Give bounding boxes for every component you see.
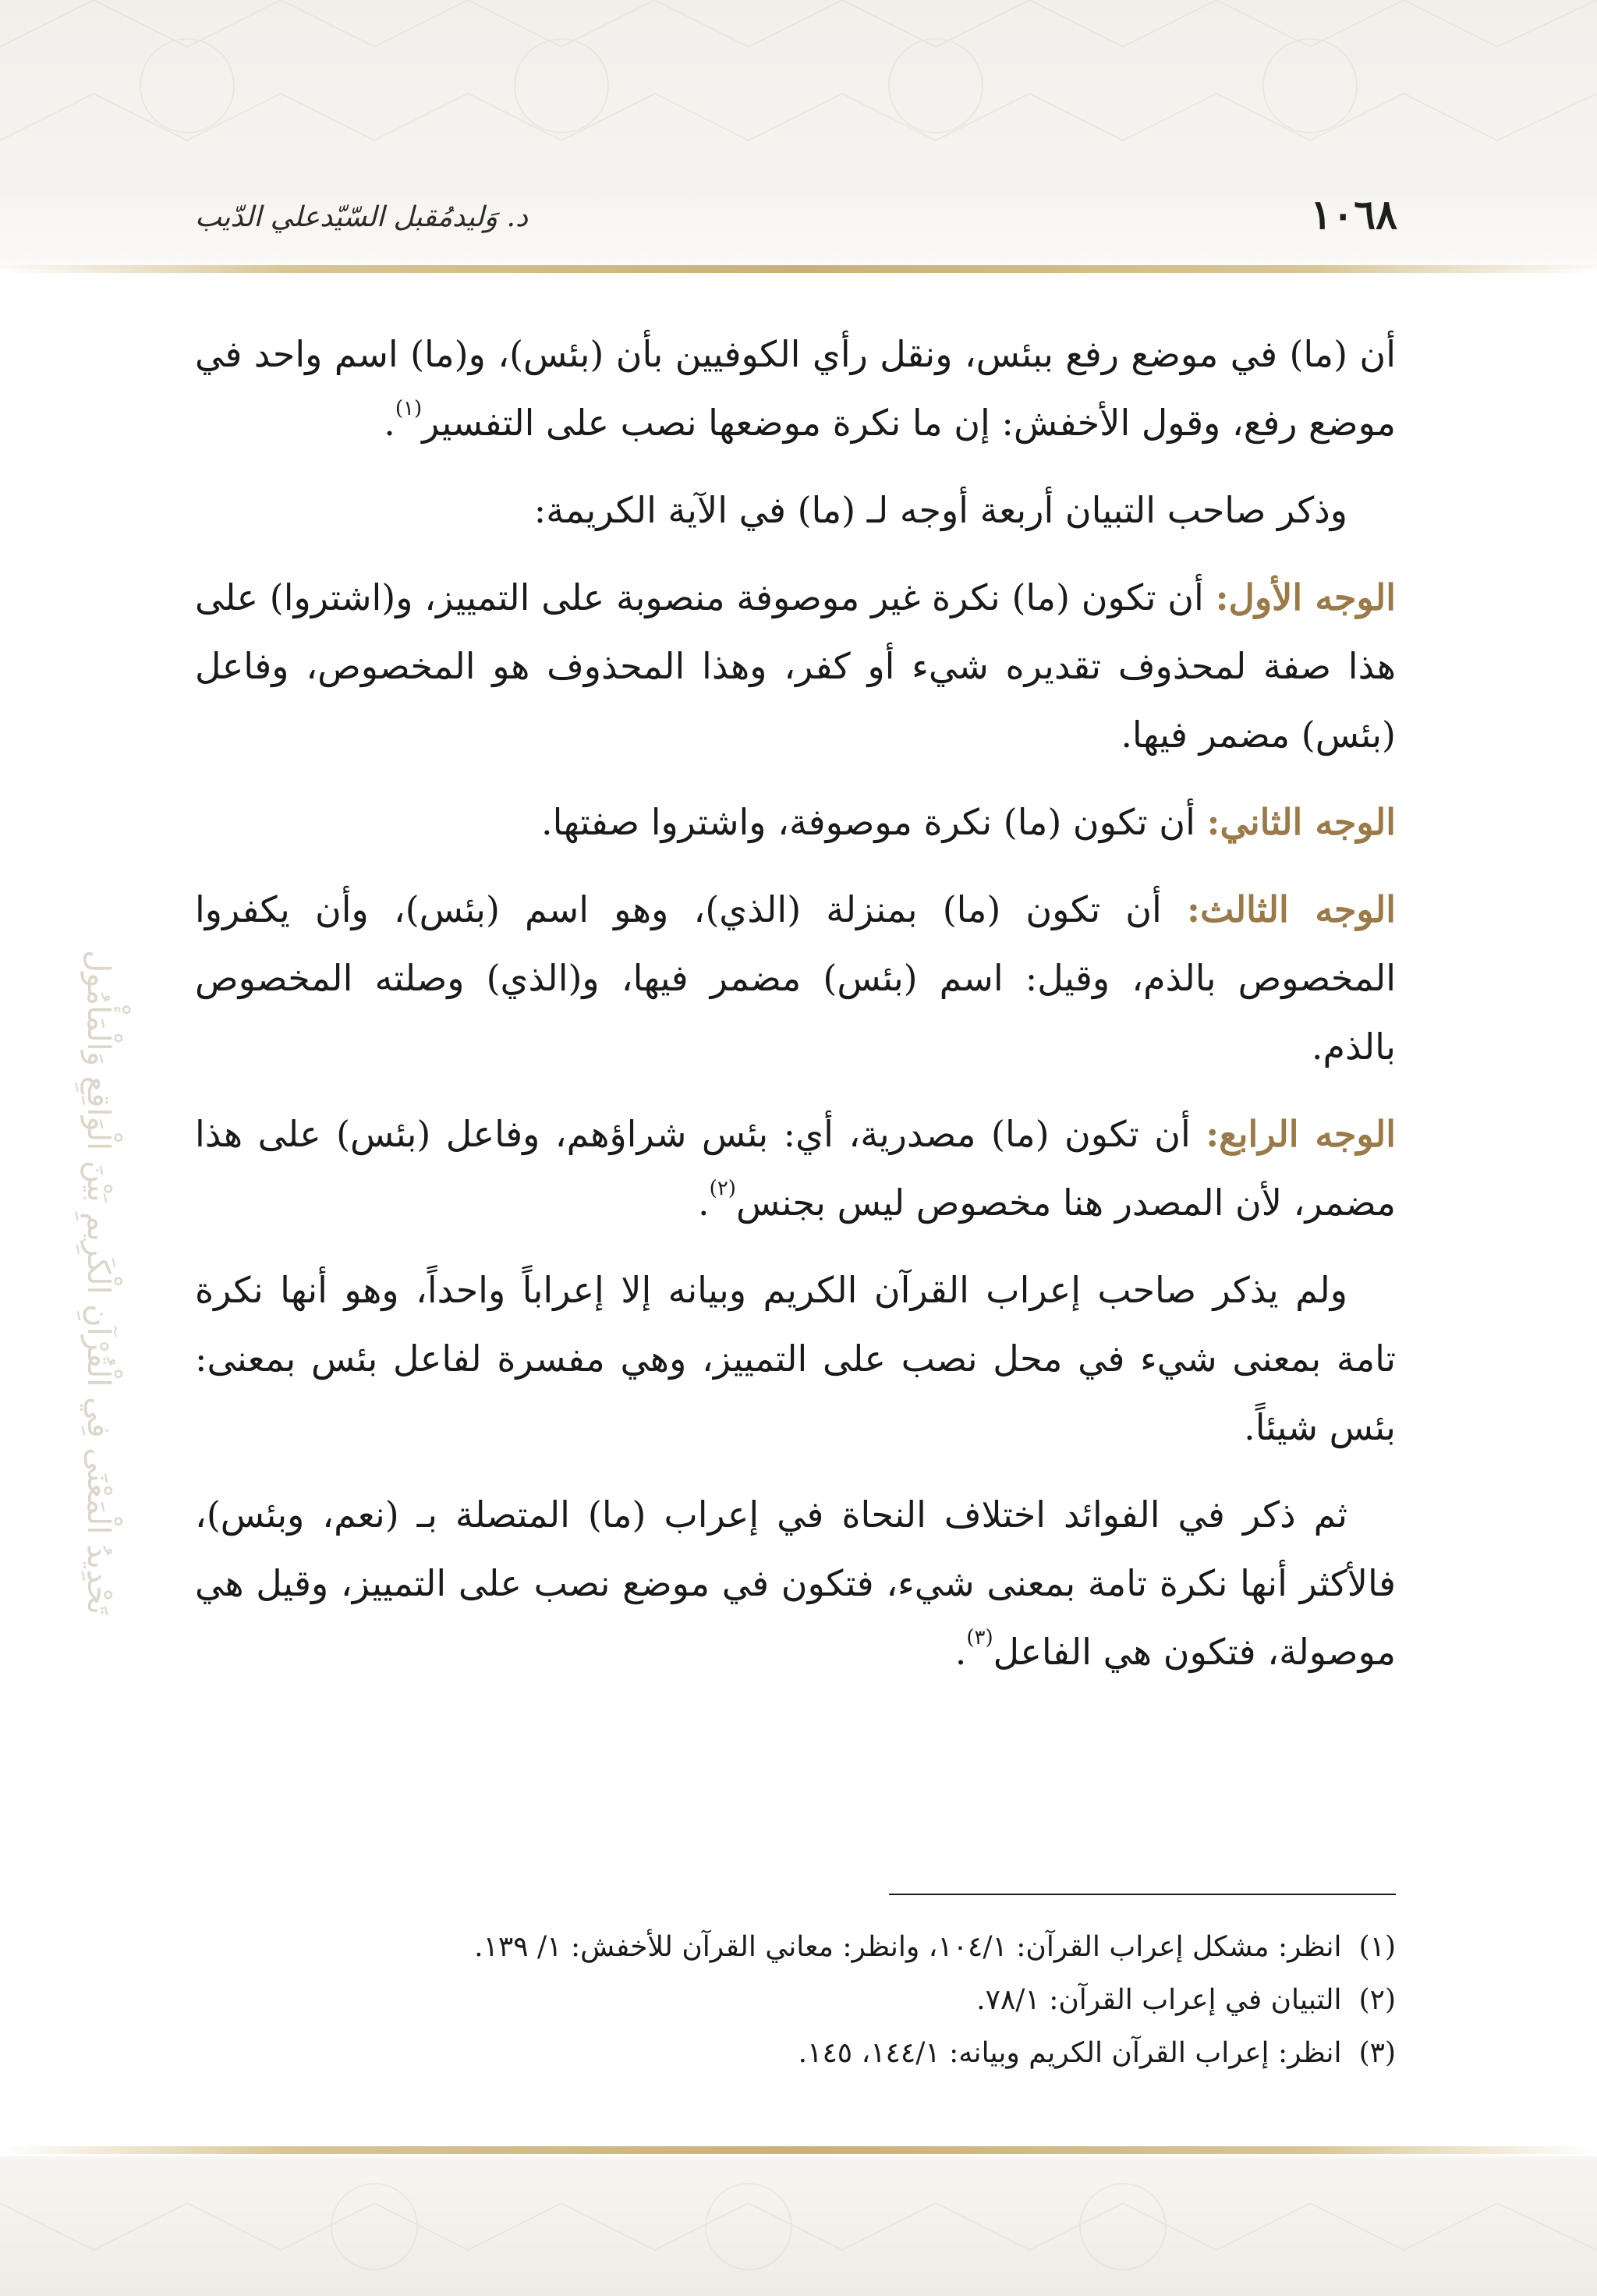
footnote-separator (889, 1894, 1396, 1895)
paragraph-8 (195, 1480, 1396, 1686)
page-number: ١٠٦٨ (1310, 191, 1397, 239)
heading-fourth-aspect: الوجه الرابع: (1206, 1113, 1396, 1155)
footnote-number: (٣) (1358, 2037, 1396, 2069)
header-gold-rule (0, 265, 1597, 273)
author-name: د. وَليدمُقبل السّيّدعلي الدّيب (195, 201, 529, 233)
footer-gold-rule (0, 2146, 1597, 2154)
geometric-pattern-bottom (0, 2156, 1597, 2296)
paragraph-8-text: ثم ذكر في الفوائد اختلاف النحاة في إعراب (ما) المتصلة بـ (نعم، وبئس)، فالأكثر أنها نكرة تامة بمعنى شيء، فتكون في موضع نصب على التمييز، وقيل هي موصولة، فتكون هي الفاعل (195, 1493, 1396, 1673)
footnotes (195, 1921, 1396, 2080)
paragraph-1-text: أن (ما) في موضع رفع ببئس، ونقل رأي الكوفيين بأن (بئس)، و(ما) اسم واحد في موضع رفع، وقول الأخفش: إن ما نكرة موضعها نصب على التفسير (195, 333, 1396, 444)
footnote-ref-2[interactable]: (٢) (709, 1177, 736, 1200)
footnote-number: (١) (1358, 1931, 1396, 1963)
paragraph-3 (195, 563, 1396, 769)
paragraph-6 (195, 1100, 1396, 1237)
footnote-text: انظر: إعراب القرآن الكريم وبيانه: ١٤٤/١، ١٤٥. (798, 2037, 1342, 2069)
footnote-2 (195, 1974, 1396, 2027)
paragraph-4 (195, 788, 1396, 856)
paragraph-6-end: . (698, 1182, 710, 1224)
footnote-ref-3[interactable]: (٣) (966, 1626, 993, 1649)
paragraph-6-text: أن تكون (ما) مصدرية، أي: بئس شراؤهم، وفاعل (بئس) على هذا مضمر، لأن المصدر هنا مخصوص ليس بجنس (195, 1113, 1396, 1224)
paragraph-5 (195, 875, 1396, 1081)
paragraph-7: ولم يذكر صاحب إعراب القرآن الكريم وبيانه إلا إعراباً واحداً، وهو أنها نكرة تامة بمعنى شيء في محل نصب على التمييز، وهي مفسرة لفاعل بئس بمعنى: بئس شيئاً. (195, 1269, 1396, 1448)
main-text (195, 320, 1396, 1705)
footnote-text: انظر: مشكل إعراب القرآن: ١٠٤/١، وانظر: معاني القرآن للأخفش: ١/ ١٣٩. (474, 1931, 1342, 1963)
footnote-text: التبيان في إعراب القرآن: ٧٨/١. (976, 1984, 1342, 2016)
paragraph-3-text: أن تكون (ما) نكرة غير موصوفة منصوبة على التمييز، و(اشتروا) على هذا صفة لمحذوف تقديره شيء أو كفر، وهذا المحذوف هو المخصوص، وفاعل (بئس) مضمر فيها. (195, 576, 1396, 756)
heading-third-aspect: الوجه الثالث: (1186, 888, 1396, 930)
footnote-ref-1[interactable]: (١) (395, 397, 423, 420)
footnote-number: (٢) (1358, 1984, 1396, 2016)
paragraph-8-end: . (954, 1631, 967, 1673)
side-watermark: تَحْدِيدُ الْمَعْنَى فِي الْقُرْآنِ الْكَرِيمِ بَيْنَ الْوَاقِعِ وَالْمَأْمُول (80, 949, 116, 1614)
heading-second-aspect: الوجه الثاني: (1206, 801, 1396, 843)
footnote-1 (195, 1921, 1396, 1974)
paragraph-1 (195, 320, 1396, 457)
paragraph-1-end: . (384, 402, 395, 444)
paragraph-2: وذكر صاحب التبيان أربعة أوجه لـ (ما) في الآية الكريمة: (533, 489, 1347, 531)
heading-first-aspect: الوجه الأول: (1215, 576, 1396, 618)
paragraph-4-text: أن تكون (ما) نكرة موصوفة، واشتروا صفتها. (541, 801, 1195, 843)
paragraph-5-text: أن تكون (ما) بمنزلة (الذي)، وهو اسم (بئس)، وأن يكفروا المخصوص بالذم، وقيل: اسم (بئس) مضمر فيها، و(الذي) وصلته المخصوص بالذم. (195, 888, 1396, 1068)
footnote-3 (195, 2027, 1396, 2080)
